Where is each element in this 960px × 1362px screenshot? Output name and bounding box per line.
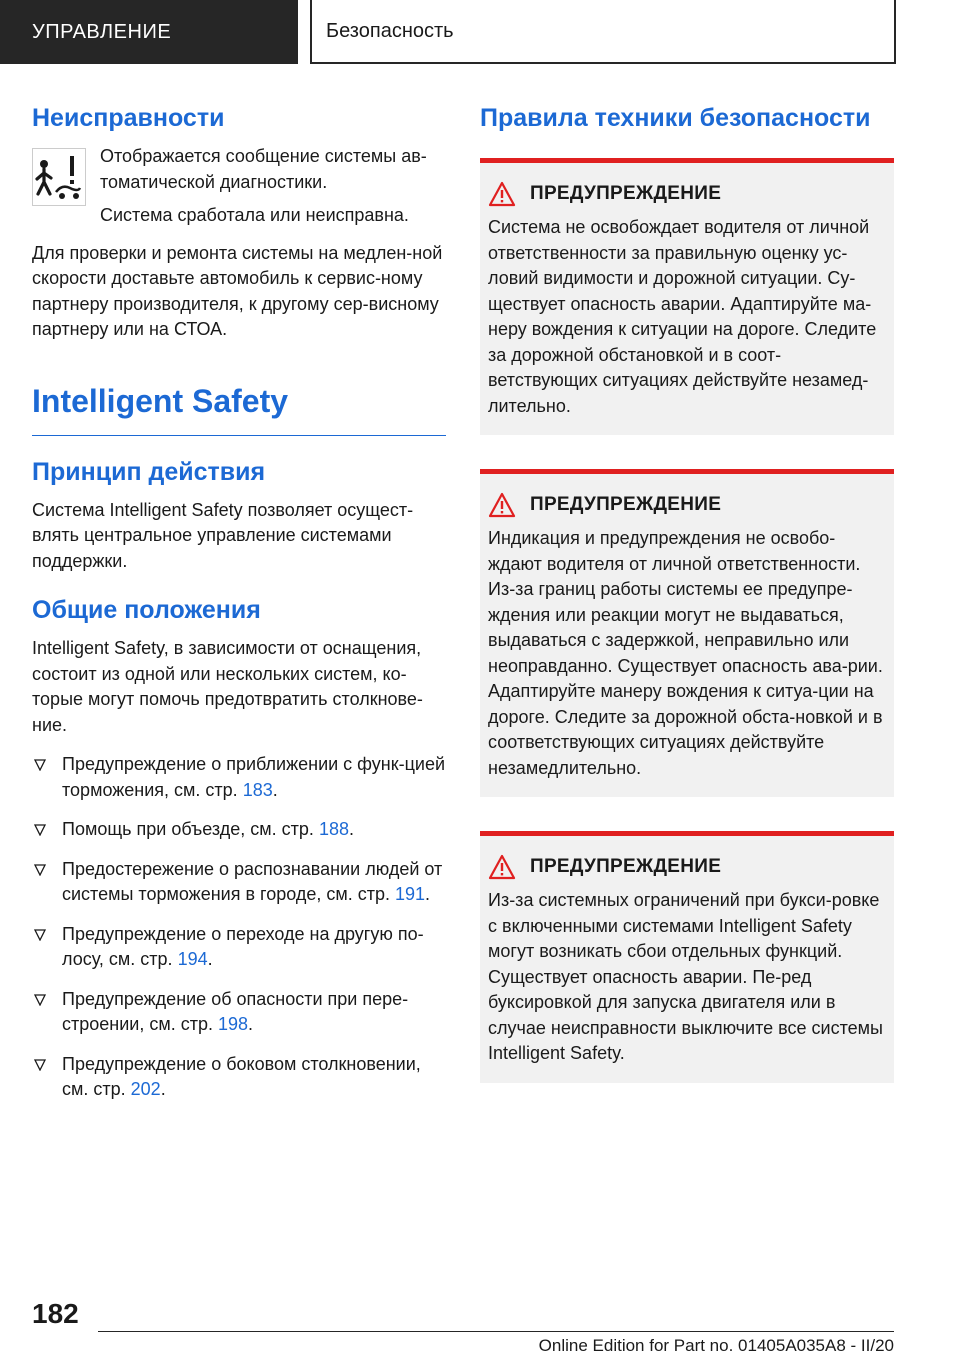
list-item-text: Предупреждение о приближении с функ-цией торможения, см. стр.	[62, 754, 446, 800]
warning-box	[480, 158, 894, 435]
malfunction-status: Система сработала или неисправна.	[100, 205, 409, 225]
triangle-bullet-icon	[34, 1059, 46, 1071]
driver-assist-fault-icon	[32, 148, 86, 206]
right-column	[480, 100, 894, 1117]
page-link[interactable]: 188	[318, 819, 349, 839]
edition-note: Online Edition for Part no. 01405A035A8 - II/20	[538, 1336, 894, 1355]
malfunction-heading: Неисправности	[32, 104, 225, 132]
page-link[interactable]: 183	[242, 779, 273, 800]
triangle-bullet-icon	[34, 994, 46, 1006]
principle-heading: Принцип действия	[32, 457, 266, 486]
list-item	[32, 857, 446, 908]
warning-box	[480, 469, 894, 797]
list-item-end: .	[160, 1079, 166, 1099]
malfunction-body: Для проверки и ремонта системы на медлен-ной скорости доставьте автомобиль к сервис-ному партнеру производителя, к другому сер-висному партнеру или на СТОА.	[32, 242, 443, 339]
warning-header	[488, 181, 886, 207]
list-item-end: .	[425, 884, 431, 904]
list-item	[32, 1052, 446, 1103]
warning-header	[488, 492, 886, 518]
list-item-text: Помощь при объезде, см. стр.	[62, 819, 319, 839]
chapter-tab	[0, 0, 298, 64]
warning-triangle-icon	[488, 854, 516, 880]
list-item	[32, 752, 446, 803]
general-heading: Общие положения	[32, 596, 261, 624]
malfunction-icon-row	[32, 144, 446, 237]
triangle-bullet-icon	[34, 929, 46, 941]
list-item-text: Предупреждение о боковом столкновении, см. стр.	[62, 1053, 421, 1099]
malfunction-message: Отображается сообщение системы ав-томатической диагностики.	[100, 146, 427, 192]
warning-label: ПРЕДУПРЕЖДЕНИЕ	[530, 183, 722, 204]
list-item	[32, 922, 446, 973]
malfunction-icon-text	[100, 144, 446, 237]
warning-label: ПРЕДУПРЕЖДЕНИЕ	[530, 494, 722, 515]
list-item-text: Предупреждение об опасности при пере-строении, см. стр.	[62, 988, 409, 1034]
section-tab	[310, 0, 896, 64]
list-item-text: Предупреждение о переходе на другую по-лосу, см. стр.	[62, 923, 424, 969]
safety-rules-heading: Правила техники безопасности	[480, 104, 871, 132]
general-body: Intelligent Safety, в зависимости от оснащения, состоит из одной или нескольких систем, ко-торые могут помочь предотвратить столкнове-ние.	[32, 638, 423, 735]
warning-label: ПРЕДУПРЕЖДЕНИЕ	[530, 856, 722, 877]
warning-triangle-icon	[488, 492, 516, 518]
list-item-end: .	[207, 949, 213, 969]
main-title: Intelligent Safety	[32, 379, 446, 436]
warning-text: Система не освобождает водителя от личной ответственности за правильную оценку ус-ловий видимости и дорожной ситуации. Су-ществует опасность аварии. Адаптируйте ма-неру вождения к ситуации на дороге. Следите за дорожной обстановкой и в соот-ветствующих ситуациях действуйте незамед-лительно.	[488, 217, 877, 416]
page-link[interactable]: 194	[177, 949, 208, 969]
list-item-end: .	[272, 779, 278, 800]
warning-header	[488, 854, 886, 880]
triangle-bullet-icon	[34, 864, 46, 876]
list-item-end: .	[348, 819, 354, 839]
footer-divider	[98, 1331, 894, 1332]
list-item-text: Предостережение о распознавании людей от системы торможения в городе, см. стр.	[62, 858, 443, 904]
triangle-bullet-icon	[34, 824, 46, 836]
page-link[interactable]: 198	[217, 1014, 249, 1034]
chapter-title: УПРАВЛЕНИЕ	[32, 20, 172, 43]
list-item-end: .	[248, 1014, 254, 1034]
warning-text: Индикация и предупреждения не освобо-ждают водителя от личной ответственности. Из-за границ работы системы ее предупре-ждения или реакции могут не выдаваться, выдаваться с задержкой, неправильно или неоправданно. Существует опасность ава-рии. Адаптируйте манеру вождения к ситуа-ции на дороге. Следите за дорожной обста-новкой и в соответствующих ситуациях действуйте незамедлительно.	[488, 528, 883, 778]
page-link[interactable]: 191	[394, 884, 426, 904]
page-link[interactable]: 202	[130, 1079, 161, 1099]
list-item	[32, 987, 446, 1038]
warning-triangle-icon	[488, 181, 516, 207]
warning-box	[480, 831, 894, 1083]
left-column	[32, 100, 446, 1117]
principle-body: Система Intelligent Safety позволяет осущест-влять центральное управление системами поддержки.	[32, 499, 414, 571]
triangle-bullet-icon	[34, 759, 46, 771]
systems-list	[32, 752, 446, 1103]
list-item	[32, 817, 446, 843]
page-number: 182	[32, 1298, 79, 1329]
section-title: Безопасность	[326, 19, 454, 42]
warning-text: Из-за системных ограничений при букси-ровке с включенными системами Intelligent Safety могут возникать сбои отдельных функций. Существует опасность аварии. Пе-ред буксировкой для запуска двигателя или в случае неисправности выключите все системы Intelligent Safety.	[488, 890, 883, 1063]
